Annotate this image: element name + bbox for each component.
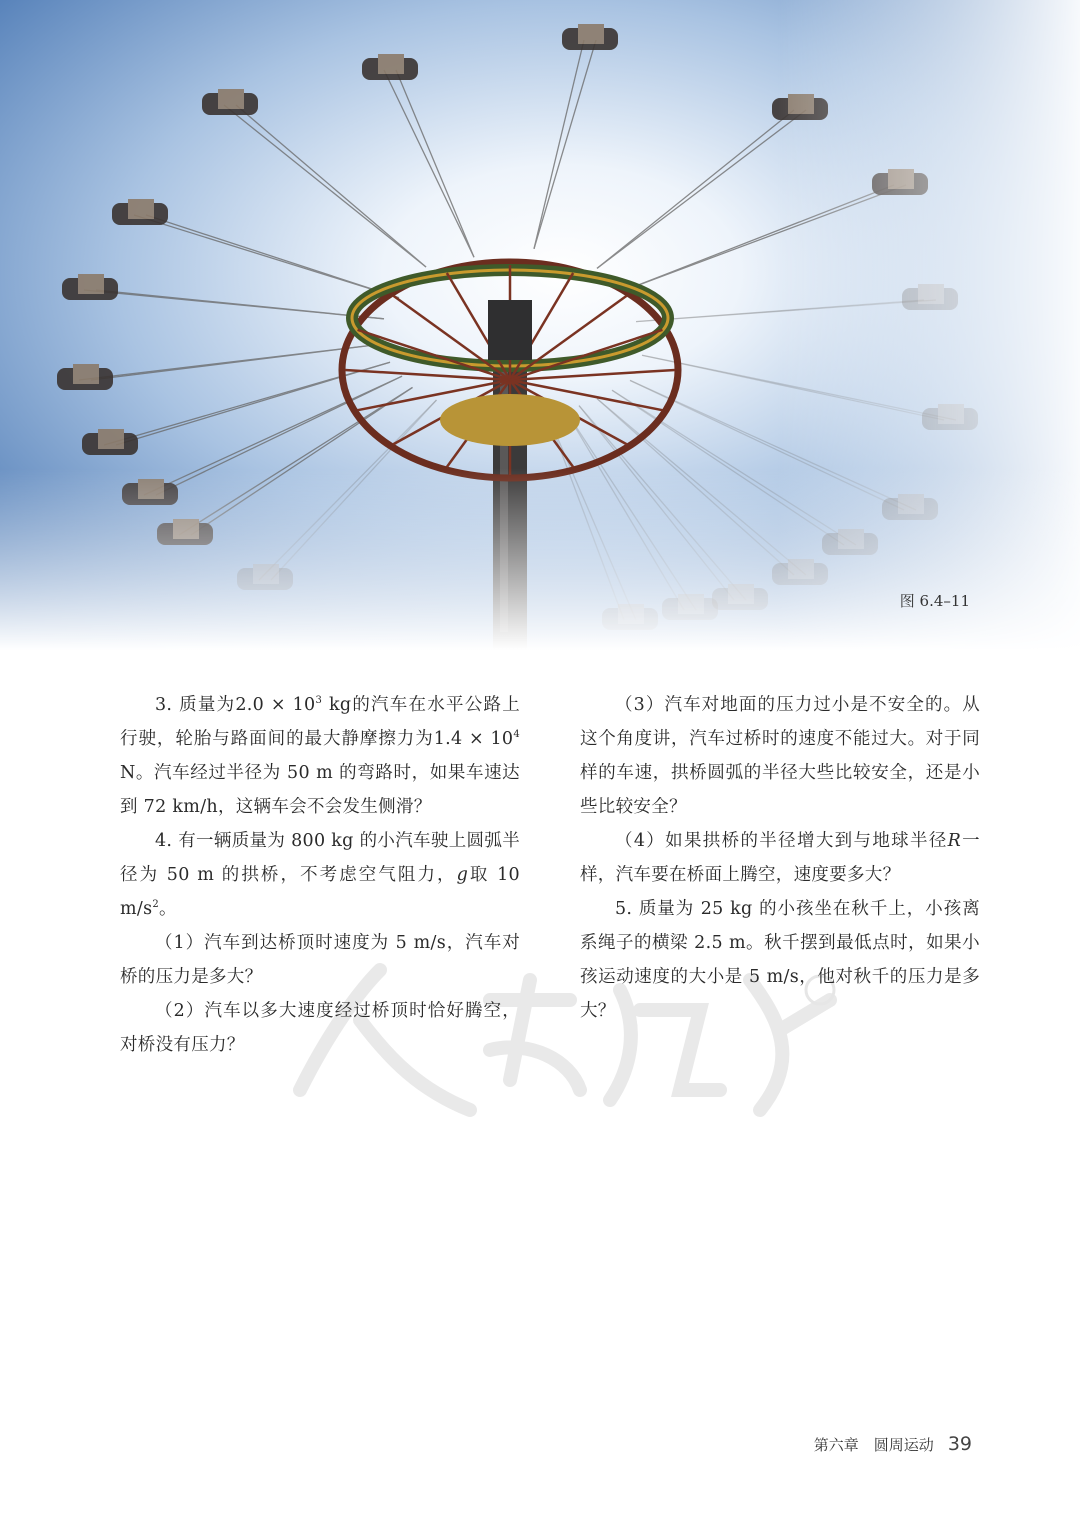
question-4-part-2: （2）汽车以多大速度经过桥顶时恰好腾空，对桥没有压力？ (120, 1001, 520, 1055)
chapter-title: 第六章 圆周运动 (813, 1436, 934, 1454)
question-4-part-1: （1）汽车到达桥顶时速度为 5 m/s，汽车对桥的压力是多大？ (120, 933, 520, 987)
swing-ride-photo (0, 0, 1080, 650)
question-4-part-3: （3）汽车对地面的压力过小是不安全的。从这个角度讲，汽车过桥时的速度不能过大。对于同样的车速，拱桥圆弧的半径大些比较安全，还是小些比较安全？ (580, 695, 980, 817)
figure-caption: 图 6.4–11 (899, 592, 970, 610)
question-5: 5. 质量为 25 kg 的小孩坐在秋千上，小孩离系绳子的横梁 2.5 m。秋千摆到最低点时，如果小孩运动速度的大小是 5 m/s，他对秋千的压力是多大？ (580, 899, 980, 1021)
right-column (580, 688, 980, 1028)
page-number: 39 (947, 1433, 972, 1455)
question-4-part-4: （4）如果拱桥的半径增大到与地球半径R一样，汽车要在桥面上腾空，速度要多大？ (580, 831, 980, 885)
question-4: 4. 有一辆质量为 800 kg 的小汽车驶上圆弧半径为 50 m 的拱桥，不考虑空气阻力，g取 10 $m/s^2$。 (120, 831, 521, 919)
page-footer (814, 1433, 972, 1455)
question-3: 3. 质量为$2.0 \times 10^3$ kg的汽车在水平公路上行驶，轮胎与路面间的最大静摩擦力为$1.4 \times 10^4$ N。汽车经过半径为 50 m 的弯路时，如果车速达到 72 km/h，这辆车会不会发生侧滑？ (120, 695, 521, 817)
left-column (120, 688, 520, 1062)
